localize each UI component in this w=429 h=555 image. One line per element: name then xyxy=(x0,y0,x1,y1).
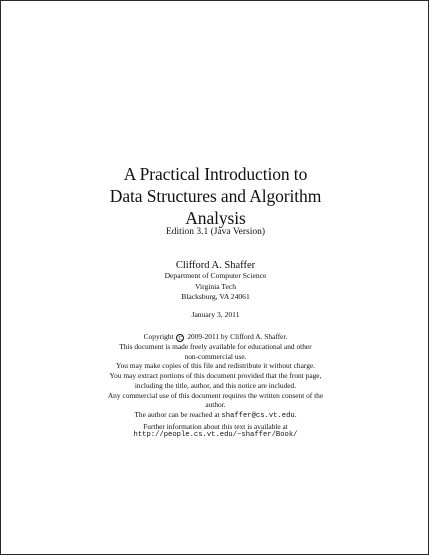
edition-label: Edition 3.1 (Java Version) xyxy=(165,227,266,237)
copyright-line xyxy=(1,332,429,342)
title-line-3: Analysis xyxy=(185,208,246,228)
publication-date: January 3, 2011 xyxy=(191,310,240,319)
department: Department of Computer Science xyxy=(164,271,267,280)
notice-line: including the title, author, and this notice are included. xyxy=(134,380,297,390)
location: Blacksburg, VA 24061 xyxy=(181,292,250,301)
book-url-link[interactable]: http://people.cs.vt.edu/~shaffer/Book/ xyxy=(133,431,298,440)
author-name: Clifford A. Shaffer xyxy=(175,260,256,271)
contact-line xyxy=(1,410,429,422)
copyright-icon: C xyxy=(178,336,183,342)
notice-line: non-commercial use. xyxy=(184,351,247,361)
notice-line: You may make copies of this file and redistribute it without charge. xyxy=(115,361,316,371)
notice-line: author. xyxy=(205,400,226,410)
contact-suffix: . xyxy=(294,409,297,419)
copyright-prefix: Copyright xyxy=(143,332,174,341)
book-title xyxy=(1,163,429,229)
copyright-suffix: 2009-2011 by Clifford A. Shaffer. xyxy=(187,332,288,341)
notice-line: Any commercial use of this document requires the written consent of the xyxy=(107,390,324,400)
title-line-2: Data Structures and Algorithm xyxy=(109,186,322,206)
notice-line: You may extract portions of this document provided that the front page, xyxy=(109,371,322,381)
contact-prefix: The author can be reached at xyxy=(134,409,220,419)
notice-line: This document is made freely available for educational and other xyxy=(119,342,312,351)
author-email-link[interactable]: shaffer@cs.vt.edu xyxy=(221,411,295,420)
copyright-notice xyxy=(1,332,429,441)
title-line-1: A Practical Introduction to xyxy=(123,164,308,184)
institution: Virginia Tech xyxy=(194,281,237,291)
author-affiliation xyxy=(1,271,429,303)
notice-line: Further information about this text is available at xyxy=(143,421,288,431)
